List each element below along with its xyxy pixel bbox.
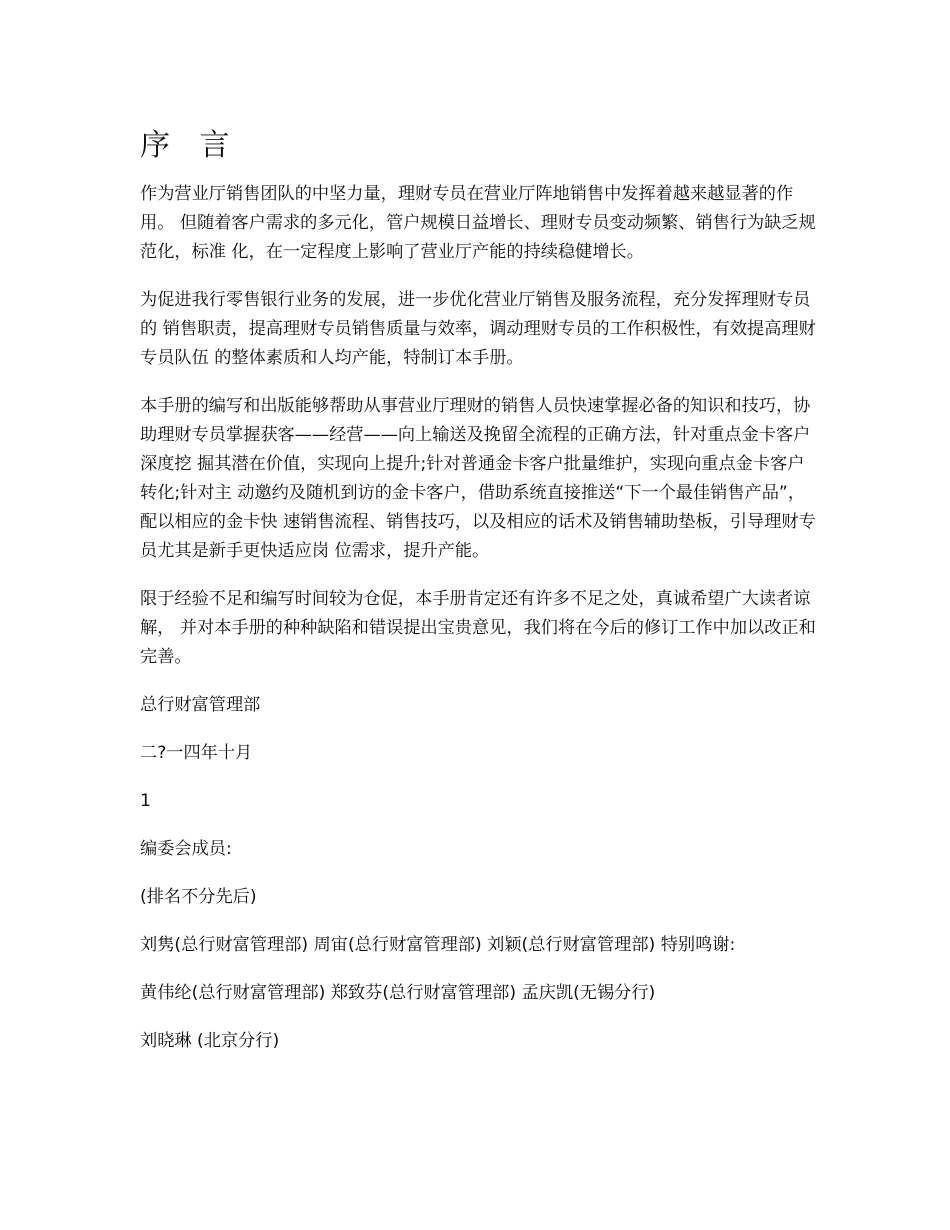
members-line-1: 刘隽(总行财富管理部) 周宙(总行财富管理部) 刘颖(总行财富管理部) 特别鸣谢: [140,935,736,955]
date-line: 二?一四年十月 [140,743,253,763]
page-title: 序 言 [140,128,240,163]
members-line-2: 黄伟纶(总行财富管理部) 郑致芬(总行财富管理部) 孟庆凯(无锡分行) [140,983,656,1003]
ordering-note: (排名不分先后) [140,887,257,907]
department-signature: 总行财富管理部 [140,695,261,715]
members-line-3: 刘晓琳 (北京分行) [140,1031,280,1051]
paragraph-1: 作为营业厅销售团队的中坚力量，理财专员在营业厅阵地销售中发挥着越来越显著的作用。 但随着客户需求的多元化，管户规模日益增长、理财专员变动频繁、销售行为缺乏规范化，标准 化，在一定程度上影响了营业厅产能的持续稳健增长。 [140,184,816,262]
editorial-board-heading: 编委会成员: [140,839,232,859]
paragraph-4: 限于经验不足和编写时间较为仓促，本手册肯定还有许多不足之处，真诚希望广大读者谅解， 并对本手册的种种缺陷和错误提出宝贵意见，我们将在今后的修订工作中加以改正和完善。 [140,589,816,667]
paragraph-3: 本手册的编写和出版能够帮助从事营业厅理财的销售人员快速掌握必备的知识和技巧，协 助理财专员掌握获客——经营——向上输送及挽留全流程的正确方法，针对重点金卡客户深度挖 掘其潜在价值，实现向上提升;针对普通金卡客户批量维护，实现向重点金卡客户转化;针对主 动邀约及随机到访的金卡客户，借助系统直接推送“下一个最佳销售产品”，配以相应的金卡快 速销售流程、销售技巧，以及相应的话术及销售辅助垫板，引导理财专员尤其是新手更快适应岗 位需求，提升产能。 [140,396,816,561]
page-number: 1 [140,791,151,811]
document-body [140,180,820,1075]
paragraph-2: 为促进我行零售银行业务的发展，进一步优化营业厅销售及服务流程，充分发挥理财专员的 销售职责，提高理财专员销售质量与效率，调动理财专员的工作积极性，有效提高理财专员队伍 的整体素质和人均产能，特制订本手册。 [140,290,816,368]
